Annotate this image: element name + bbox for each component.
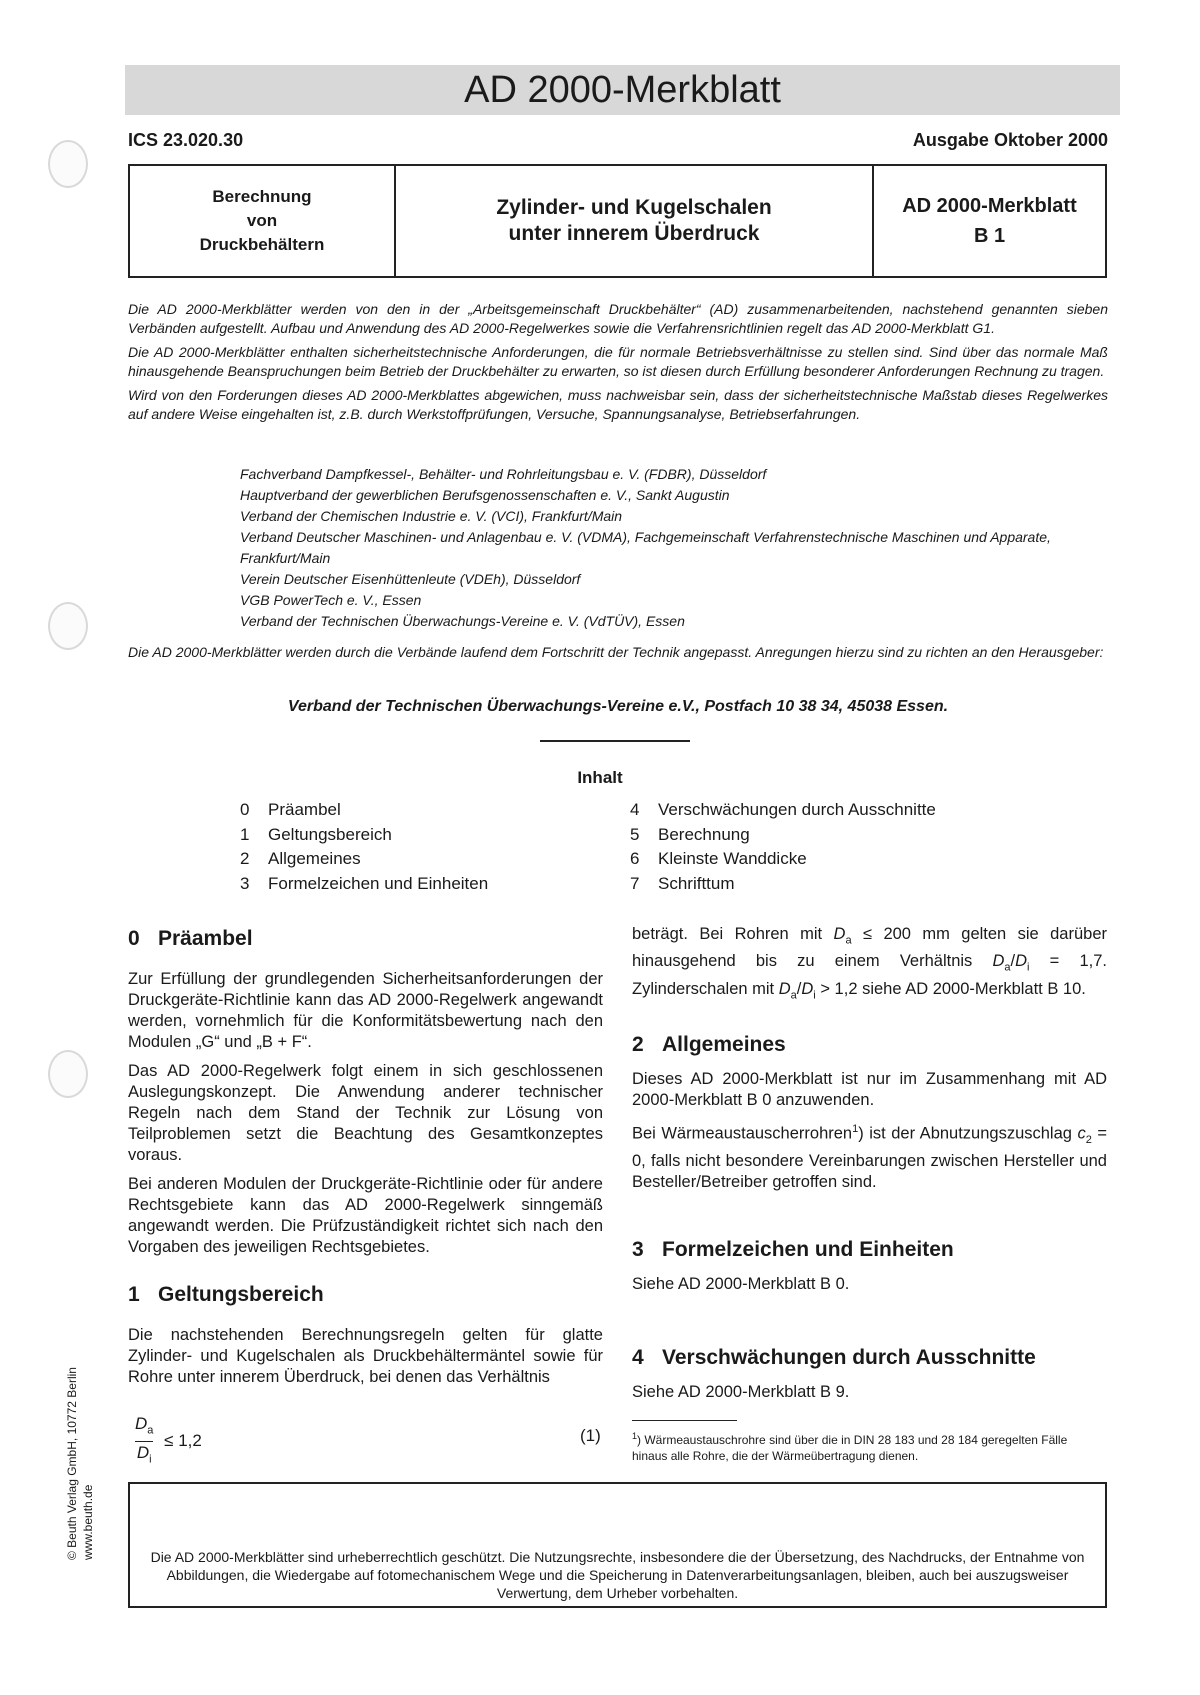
sheet-title: AD 2000-Merkblatt xyxy=(902,195,1077,217)
ratio-limit: ≤ 1,2 xyxy=(164,1431,202,1451)
imprint-url: www.beuth.de xyxy=(81,1484,95,1560)
left-column xyxy=(128,928,603,1396)
section-paragraph: Bei Wärmeaustauscherrohren$^1$) ist der Abnutzungszuschlag $c_2 = 0$, falls nicht besondere Vereinbarungen zwischen Hersteller und Besteller/Betreiber getroffen sind. xyxy=(632,1122,1107,1191)
association-item: Verband der Chemischen Industrie e. V. (VCI), Frankfurt/Main xyxy=(240,508,623,524)
association-item: Verein Deutscher Eisenhüttenleute (VDEh), Düsseldorf xyxy=(240,571,581,587)
ratio-fraction: $\frac{D_a}{D_i}$ xyxy=(135,1414,154,1466)
section-paragraph: Siehe AD 2000-Merkblatt B 0. xyxy=(632,1274,850,1293)
association-item: Hauptverband der gewerblichen Berufsgenossenschaften e. V., Sankt Augustin xyxy=(240,487,730,503)
section-paragraph: Siehe AD 2000-Merkblatt B 9. xyxy=(632,1382,850,1401)
punch-hole-middle xyxy=(48,602,88,650)
association-item: Verband der Technischen Überwachungs-Vereine e. V. (VdTÜV), Essen xyxy=(240,613,685,629)
intro-text-contact xyxy=(128,643,1108,668)
divider xyxy=(540,740,690,742)
toc-item[interactable]: 0 Präambel xyxy=(240,800,341,819)
publisher-imprint xyxy=(64,1367,96,1560)
section-heading-4: 4 Verschwächungen durch Ausschnitte xyxy=(632,1345,1036,1369)
footnote: $^1$) Wärmeaustauschrohre sind über die in DIN 28 183 und 28 184 geregelten Fälle hinaus alle Rohre, die der Wärmeübertragung dienen. xyxy=(632,1431,1068,1463)
association-item: VGB PowerTech e. V., Essen xyxy=(240,592,422,608)
toc-item[interactable]: 5 Berechnung xyxy=(630,824,750,844)
toc-item[interactable]: 2 Allgemeines xyxy=(240,849,361,868)
toc-item[interactable]: 3 Formelzeichen und Einheiten xyxy=(240,873,489,893)
subject-line: unter innerem Überdruck xyxy=(508,222,760,245)
category-line: Berechnung xyxy=(212,187,312,206)
section-paragraph: Dieses AD 2000-Merkblatt ist nur im Zusammenhang mit AD 2000-Merkblatt B 0 anzuwenden. xyxy=(632,1069,1107,1109)
intro-text xyxy=(128,300,1108,429)
right-column xyxy=(632,924,1107,1411)
section-heading-2: 2 Allgemeines xyxy=(632,1032,786,1056)
subject-line: Zylinder- und Kugelschalen xyxy=(496,196,772,219)
sheet-code: B 1 xyxy=(973,225,1006,247)
section-paragraph: beträgt. Bei Rohren mit $D_a \le 200$ mm gelten sie darüber hinausgehend bis zu einem Verhältnis $D_a/D_i = 1,7$. Zylinderschalen mit $D_a/D_i > 1,2$ siehe AD 2000-Merkblatt B 10. xyxy=(632,925,1107,1001)
toc-heading: Inhalt xyxy=(577,768,623,787)
intro-paragraph: Die AD 2000-Merkblätter werden durch die Verbände laufend dem Fortschritt der Technik angepasst. Anregungen hierzu sind zu richten an den Herausgeber: xyxy=(128,644,1104,660)
imprint-line: © Beuth Verlag GmbH, 10772 Berlin xyxy=(65,1367,79,1560)
section-paragraph: Die nachstehenden Berechnungsregeln gelten für glatte Zylinder- und Kugelschalen als Druckbehältermäntel sowie für Rohre unter innerem Überdruck, bei denen das Verhältnis xyxy=(128,1326,603,1386)
intro-paragraph: Die AD 2000-Merkblätter werden von den in der „Arbeitsgemeinschaft Druckbehälter“ (AD) zusammenarbeitenden, nachstehend genannten sieben Verbänden aufgestellt. Aufbau und Anwendung des AD 2000-Regelwerkes sowie die Verfahrensrichtlinien regelt das AD 2000-Merkblatt G1. xyxy=(128,301,1108,336)
formula-number: (1) xyxy=(580,1426,601,1445)
punch-hole-lower xyxy=(48,1050,88,1098)
ratio-formula xyxy=(135,1414,202,1470)
section-heading-1: 1 Geltungsbereich xyxy=(128,1283,324,1306)
title-box-category xyxy=(130,166,396,276)
intro-paragraph: Die AD 2000-Merkblätter enthalten sicherheitstechnische Anforderungen, die für normale Betriebsverhältnisse zu stellen sind. Sind über das normale Maß hinausgehende Beanspruchungen beim Betrieb der Druckbehälter zu erwarten, so ist diesen durch Erfüllung besonderer Anforderungen Rechnung zu tragen. xyxy=(128,344,1108,379)
title-box-subject xyxy=(396,166,874,276)
footnote-divider xyxy=(632,1420,737,1421)
publisher-address: Verband der Technischen Überwachungs-Vereine e.V., Postfach 10 38 34, 45038 Essen. xyxy=(287,698,949,715)
toc-item[interactable]: 4 Verschwächungen durch Ausschnitte xyxy=(630,800,936,819)
punch-hole-top xyxy=(48,140,88,188)
association-item: Verband Deutscher Maschinen- und Anlagenbau e. V. (VDMA), Fachgemeinschaft Verfahrenstechnische Maschinen und Apparate, Frankfurt/Main xyxy=(240,529,1051,566)
title-box xyxy=(128,164,1107,278)
toc-item[interactable]: 6 Kleinste Wanddicke xyxy=(630,849,807,868)
section-paragraph: Das AD 2000-Regelwerk folgt einem in sich geschlossenen Auslegungskonzept. Die Anwendung anderer technischer Regeln nach dem Stand der Technik zur Lösung von Teilproblemen setzt die Beachtung des Gesamtkonzeptes voraus. xyxy=(128,1062,603,1164)
section-paragraph: Bei anderen Modulen der Druckgeräte-Richtlinie oder für andere Rechtsgebiete kann das AD 2000-Regelwerk sinngemäß angewandt werden. Die Prüfzuständigkeit richtet sich nach den Vorgaben des jeweiligen Rechtsgebietes. xyxy=(128,1175,603,1256)
toc-right xyxy=(630,798,936,896)
copyright-note: Die AD 2000-Merkblätter sind urheberrechtlich geschützt. Die Nutzungsrechte, insbesondere die der Übersetzung, des Nachdrucks, der Entnahme von Abbildungen, die Wiedergabe auf fotomechanischem Wege und die Speicherung in Datenverarbeitungsanlagen, bleiben, auch bei auszugsweiser Verwertung, dem Urheber vorbehalten. xyxy=(150,1549,1085,1601)
toc-item[interactable]: 1 Geltungsbereich xyxy=(240,824,392,844)
toc-item[interactable]: 7 Schrifttum xyxy=(630,873,735,893)
toc-left xyxy=(240,798,488,896)
ics-code: ICS 23.020.30 xyxy=(128,130,244,150)
edition-date: Ausgabe Oktober 2000 xyxy=(912,130,1108,150)
association-item: Fachverband Dampfkessel-, Behälter- und Rohrleitungsbau e. V. (FDBR), Düsseldorf xyxy=(240,466,767,482)
section-heading-3: 3 Formelzeichen und Einheiten xyxy=(632,1237,954,1261)
document-banner: AD 2000-Merkblatt xyxy=(125,65,1120,115)
category-line: von xyxy=(246,211,278,230)
association-list xyxy=(240,464,1100,632)
title-box-code xyxy=(874,166,1105,276)
section-heading-0: 0 Präambel xyxy=(128,927,253,950)
category-line: Druckbehältern xyxy=(199,235,325,254)
intro-paragraph: Wird von den Forderungen dieses AD 2000-Merkblattes abgewichen, muss nachweisbar sein, dass der sicherheitstechnische Maßstab dieses Regelwerkes auf andere Weise eingehalten ist, z.B. durch Werkstoffprüfungen, Versuche, Spannungsanalyse, Betriebserfahrungen. xyxy=(128,387,1108,422)
section-paragraph: Zur Erfüllung der grundlegenden Sicherheitsanforderungen der Druckgeräte-Richtlinie kann das AD 2000-Regelwerk angewandt werden, vornehmlich für die Konformitätsbewertung nach den Modulen „G“ und „B + F“. xyxy=(128,970,603,1051)
